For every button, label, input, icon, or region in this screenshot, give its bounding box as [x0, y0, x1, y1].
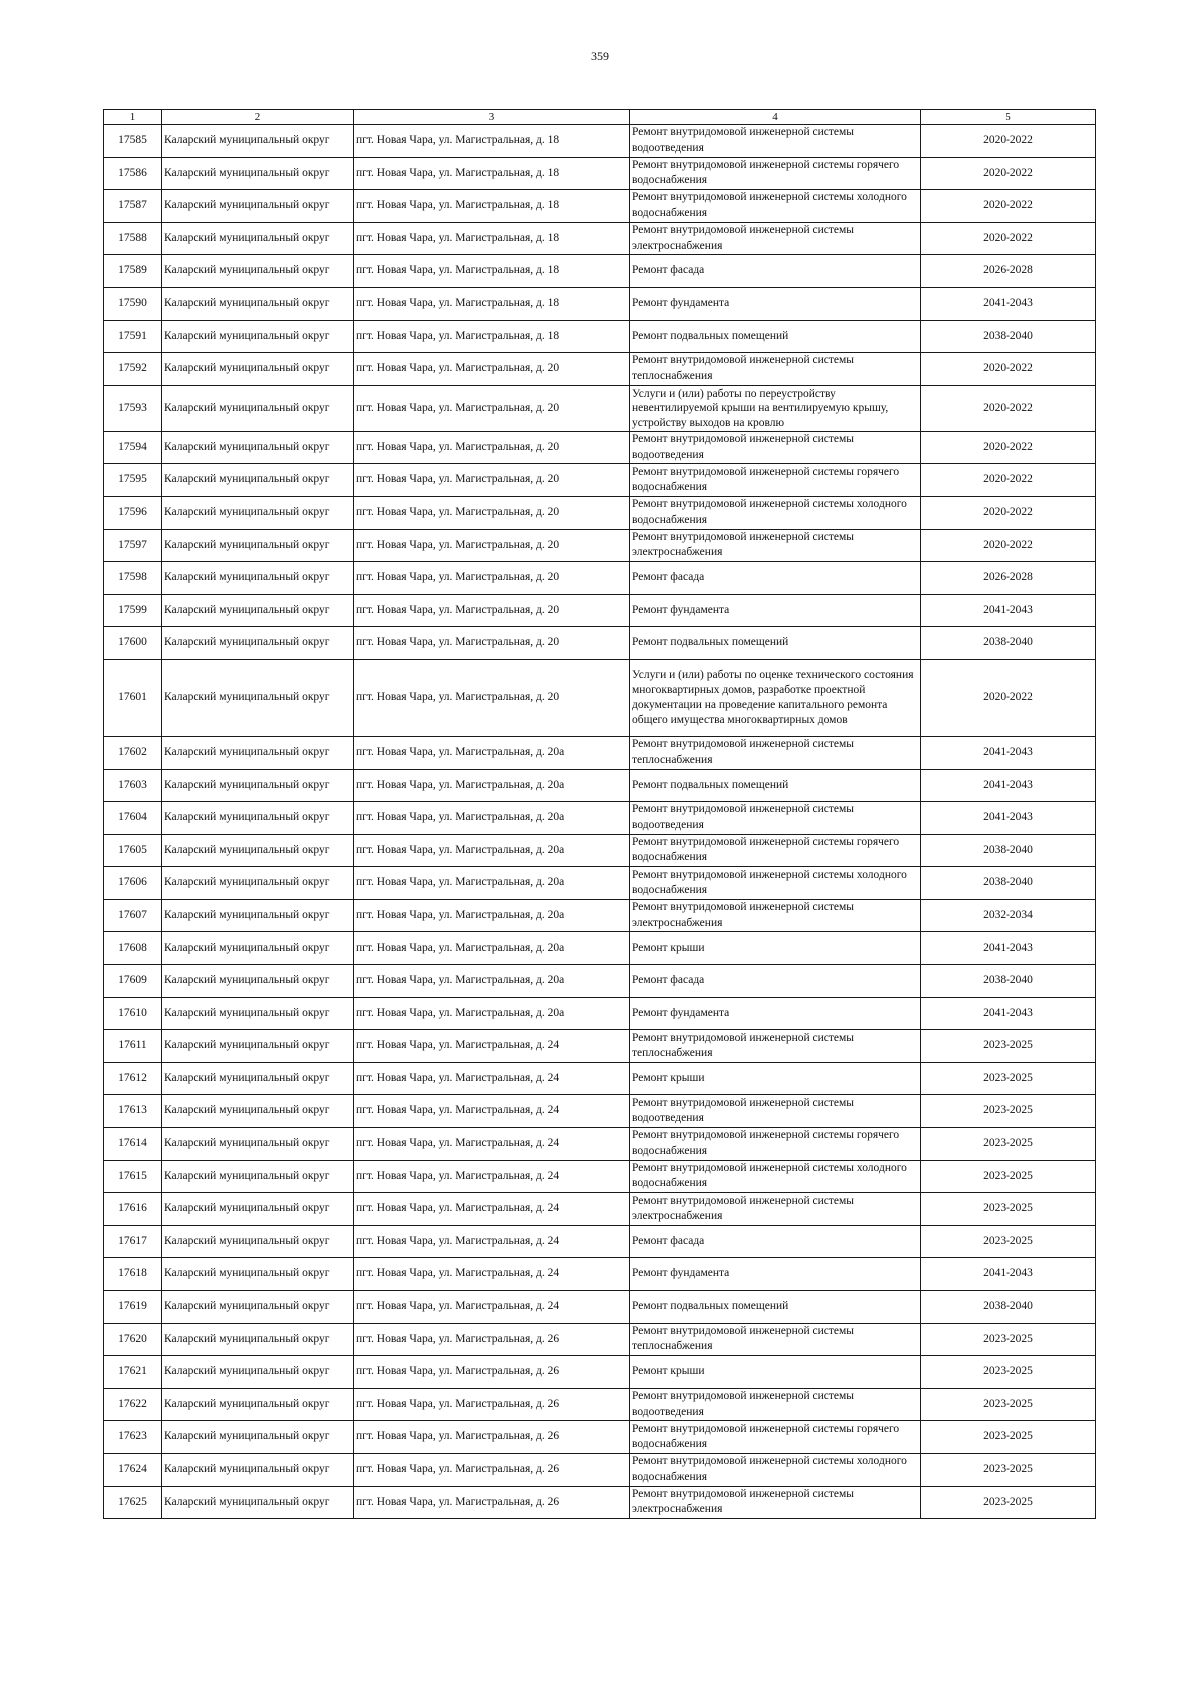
work-type-cell: Ремонт внутридомовой инженерной системы электроснабжения [630, 529, 921, 562]
work-type-cell: Ремонт внутридомовой инженерной системы водоотведения [630, 125, 921, 158]
work-type-cell: Ремонт внутридомовой инженерной системы электроснабжения [630, 1486, 921, 1519]
district-cell: Каларский муниципальный округ [162, 562, 354, 595]
period-cell: 2041-2043 [921, 997, 1096, 1030]
work-type-cell: Ремонт внутридомовой инженерной системы водоотведения [630, 431, 921, 464]
district-cell: Каларский муниципальный округ [162, 867, 354, 900]
row-number-cell: 17599 [104, 594, 162, 627]
period-cell: 2038-2040 [921, 627, 1096, 660]
work-type-cell: Ремонт фундамента [630, 997, 921, 1030]
column-header-4: 4 [630, 110, 921, 125]
table-row [104, 529, 1096, 562]
district-cell: Каларский муниципальный округ [162, 320, 354, 353]
row-number-cell: 17608 [104, 932, 162, 965]
district-cell: Каларский муниципальный округ [162, 1453, 354, 1486]
work-type-cell: Ремонт внутридомовой инженерной системы электроснабжения [630, 1193, 921, 1226]
period-cell: 2020-2022 [921, 659, 1096, 736]
period-cell: 2041-2043 [921, 594, 1096, 627]
row-number-cell: 17588 [104, 222, 162, 255]
district-cell: Каларский муниципальный округ [162, 190, 354, 223]
period-cell: 2026-2028 [921, 562, 1096, 595]
period-cell: 2038-2040 [921, 1291, 1096, 1324]
period-cell: 2023-2025 [921, 1421, 1096, 1454]
work-type-cell: Ремонт внутридомовой инженерной системы холодного водоснабжения [630, 1453, 921, 1486]
period-cell: 2020-2022 [921, 529, 1096, 562]
row-number-cell: 17618 [104, 1258, 162, 1291]
address-cell: пгт. Новая Чара, ул. Магистральная, д. 20 [354, 385, 630, 431]
period-cell: 2038-2040 [921, 834, 1096, 867]
table-row [104, 1291, 1096, 1324]
period-cell: 2023-2025 [921, 1323, 1096, 1356]
address-cell: пгт. Новая Чара, ул. Магистральная, д. 18 [354, 320, 630, 353]
row-number-cell: 17605 [104, 834, 162, 867]
column-header-5: 5 [921, 110, 1096, 125]
district-cell: Каларский муниципальный округ [162, 287, 354, 320]
district-cell: Каларский муниципальный округ [162, 1225, 354, 1258]
address-cell: пгт. Новая Чара, ул. Магистральная, д. 20а [354, 867, 630, 900]
table-row [104, 190, 1096, 223]
period-cell: 2023-2025 [921, 1486, 1096, 1519]
period-cell: 2020-2022 [921, 496, 1096, 529]
row-number-cell: 17607 [104, 899, 162, 932]
district-cell: Каларский муниципальный округ [162, 769, 354, 802]
work-type-cell: Ремонт внутридомовой инженерной системы водоотведения [630, 1095, 921, 1128]
address-cell: пгт. Новая Чара, ул. Магистральная, д. 20 [354, 659, 630, 736]
row-number-cell: 17600 [104, 627, 162, 660]
district-cell: Каларский муниципальный округ [162, 834, 354, 867]
period-cell: 2023-2025 [921, 1128, 1096, 1161]
column-header-row [104, 110, 1096, 125]
work-type-cell: Услуги и (или) работы по переустройству невентилируемой крыши на вентилируемую крышу, устройству выходов на кровлю [630, 385, 921, 431]
table-row [104, 157, 1096, 190]
row-number-cell: 17624 [104, 1453, 162, 1486]
district-cell: Каларский муниципальный округ [162, 1128, 354, 1161]
work-type-cell: Ремонт крыши [630, 932, 921, 965]
row-number-cell: 17591 [104, 320, 162, 353]
address-cell: пгт. Новая Чара, ул. Магистральная, д. 20 [354, 627, 630, 660]
address-cell: пгт. Новая Чара, ул. Магистральная, д. 26 [354, 1356, 630, 1389]
row-number-cell: 17611 [104, 1030, 162, 1063]
address-cell: пгт. Новая Чара, ул. Магистральная, д. 26 [354, 1486, 630, 1519]
table-row [104, 385, 1096, 431]
row-number-cell: 17603 [104, 769, 162, 802]
address-cell: пгт. Новая Чара, ул. Магистральная, д. 20а [354, 736, 630, 769]
column-header-3: 3 [354, 110, 630, 125]
address-cell: пгт. Новая Чара, ул. Магистральная, д. 26 [354, 1323, 630, 1356]
address-cell: пгт. Новая Чара, ул. Магистральная, д. 18 [354, 255, 630, 288]
period-cell: 2023-2025 [921, 1030, 1096, 1063]
table-row [104, 1193, 1096, 1226]
district-cell: Каларский муниципальный округ [162, 1258, 354, 1291]
address-cell: пгт. Новая Чара, ул. Магистральная, д. 20а [354, 997, 630, 1030]
address-cell: пгт. Новая Чара, ул. Магистральная, д. 20 [354, 496, 630, 529]
row-number-cell: 17597 [104, 529, 162, 562]
district-cell: Каларский муниципальный округ [162, 255, 354, 288]
work-type-cell: Ремонт крыши [630, 1062, 921, 1095]
district-cell: Каларский муниципальный округ [162, 1356, 354, 1389]
row-number-cell: 17590 [104, 287, 162, 320]
work-type-cell: Ремонт внутридомовой инженерной системы электроснабжения [630, 222, 921, 255]
table-row [104, 899, 1096, 932]
work-type-cell: Ремонт внутридомовой инженерной системы холодного водоснабжения [630, 190, 921, 223]
table-row [104, 659, 1096, 736]
address-cell: пгт. Новая Чара, ул. Магистральная, д. 18 [354, 157, 630, 190]
row-number-cell: 17622 [104, 1388, 162, 1421]
row-number-cell: 17612 [104, 1062, 162, 1095]
district-cell: Каларский муниципальный округ [162, 1486, 354, 1519]
table-row [104, 1062, 1096, 1095]
table-row [104, 965, 1096, 998]
table-row [104, 1388, 1096, 1421]
address-cell: пгт. Новая Чара, ул. Магистральная, д. 24 [354, 1095, 630, 1128]
work-type-cell: Ремонт фасада [630, 255, 921, 288]
address-cell: пгт. Новая Чара, ул. Магистральная, д. 26 [354, 1421, 630, 1454]
district-cell: Каларский муниципальный округ [162, 222, 354, 255]
work-type-cell: Услуги и (или) работы по оценке технического состояния многоквартирных домов, разработке проектной документации на проведение капитального ремонта общего имущества многоквартирных домов [630, 659, 921, 736]
work-type-cell: Ремонт внутридомовой инженерной системы горячего водоснабжения [630, 1421, 921, 1454]
row-number-cell: 17598 [104, 562, 162, 595]
work-type-cell: Ремонт внутридомовой инженерной системы водоотведения [630, 802, 921, 835]
period-cell: 2020-2022 [921, 431, 1096, 464]
period-cell: 2020-2022 [921, 385, 1096, 431]
table-row [104, 736, 1096, 769]
table-row [104, 1128, 1096, 1161]
work-type-cell: Ремонт подвальных помещений [630, 627, 921, 660]
table-row [104, 1453, 1096, 1486]
row-number-cell: 17621 [104, 1356, 162, 1389]
work-type-cell: Ремонт фасада [630, 1225, 921, 1258]
address-cell: пгт. Новая Чара, ул. Магистральная, д. 18 [354, 190, 630, 223]
period-cell: 2023-2025 [921, 1193, 1096, 1226]
table-row [104, 627, 1096, 660]
district-cell: Каларский муниципальный округ [162, 1160, 354, 1193]
row-number-cell: 17586 [104, 157, 162, 190]
district-cell: Каларский муниципальный округ [162, 1421, 354, 1454]
table-row [104, 222, 1096, 255]
work-type-cell: Ремонт фундамента [630, 1258, 921, 1291]
address-cell: пгт. Новая Чара, ул. Магистральная, д. 24 [354, 1193, 630, 1226]
table-row [104, 464, 1096, 497]
period-cell: 2038-2040 [921, 965, 1096, 998]
district-cell: Каларский муниципальный округ [162, 932, 354, 965]
table-row [104, 562, 1096, 595]
table-body [104, 110, 1096, 1519]
district-cell: Каларский муниципальный округ [162, 496, 354, 529]
district-cell: Каларский муниципальный округ [162, 594, 354, 627]
table-row [104, 287, 1096, 320]
work-type-cell: Ремонт фундамента [630, 287, 921, 320]
period-cell: 2023-2025 [921, 1062, 1096, 1095]
table-row [104, 834, 1096, 867]
address-cell: пгт. Новая Чара, ул. Магистральная, д. 20а [354, 899, 630, 932]
district-cell: Каларский муниципальный округ [162, 1291, 354, 1324]
table-row [104, 1030, 1096, 1063]
capital-repair-table [103, 109, 1096, 1519]
address-cell: пгт. Новая Чара, ул. Магистральная, д. 20а [354, 834, 630, 867]
address-cell: пгт. Новая Чара, ул. Магистральная, д. 20а [354, 769, 630, 802]
address-cell: пгт. Новая Чара, ул. Магистральная, д. 20 [354, 562, 630, 595]
district-cell: Каларский муниципальный округ [162, 1193, 354, 1226]
row-number-cell: 17595 [104, 464, 162, 497]
address-cell: пгт. Новая Чара, ул. Магистральная, д. 24 [354, 1225, 630, 1258]
table-row [104, 997, 1096, 1030]
address-cell: пгт. Новая Чара, ул. Магистральная, д. 26 [354, 1388, 630, 1421]
row-number-cell: 17589 [104, 255, 162, 288]
district-cell: Каларский муниципальный округ [162, 353, 354, 386]
work-type-cell: Ремонт внутридомовой инженерной системы теплоснабжения [630, 736, 921, 769]
table-row [104, 320, 1096, 353]
period-cell: 2023-2025 [921, 1356, 1096, 1389]
row-number-cell: 17585 [104, 125, 162, 158]
work-type-cell: Ремонт подвальных помещений [630, 1291, 921, 1324]
row-number-cell: 17596 [104, 496, 162, 529]
district-cell: Каларский муниципальный округ [162, 802, 354, 835]
work-type-cell: Ремонт внутридомовой инженерной системы электроснабжения [630, 899, 921, 932]
work-type-cell: Ремонт внутридомовой инженерной системы горячего водоснабжения [630, 1128, 921, 1161]
table-row [104, 802, 1096, 835]
work-type-cell: Ремонт крыши [630, 1356, 921, 1389]
district-cell: Каларский муниципальный округ [162, 1388, 354, 1421]
table-row [104, 594, 1096, 627]
address-cell: пгт. Новая Чара, ул. Магистральная, д. 24 [354, 1160, 630, 1193]
district-cell: Каларский муниципальный округ [162, 736, 354, 769]
row-number-cell: 17592 [104, 353, 162, 386]
table-row [104, 1323, 1096, 1356]
address-cell: пгт. Новая Чара, ул. Магистральная, д. 20а [354, 965, 630, 998]
period-cell: 2041-2043 [921, 802, 1096, 835]
period-cell: 2023-2025 [921, 1095, 1096, 1128]
period-cell: 2023-2025 [921, 1453, 1096, 1486]
district-cell: Каларский муниципальный округ [162, 627, 354, 660]
period-cell: 2041-2043 [921, 287, 1096, 320]
period-cell: 2032-2034 [921, 899, 1096, 932]
work-type-cell: Ремонт внутридомовой инженерной системы водоотведения [630, 1388, 921, 1421]
period-cell: 2041-2043 [921, 769, 1096, 802]
work-type-cell: Ремонт внутридомовой инженерной системы горячего водоснабжения [630, 464, 921, 497]
row-number-cell: 17623 [104, 1421, 162, 1454]
work-type-cell: Ремонт внутридомовой инженерной системы холодного водоснабжения [630, 1160, 921, 1193]
table-row [104, 1356, 1096, 1389]
district-cell: Каларский муниципальный округ [162, 385, 354, 431]
period-cell: 2020-2022 [921, 190, 1096, 223]
address-cell: пгт. Новая Чара, ул. Магистральная, д. 20 [354, 431, 630, 464]
address-cell: пгт. Новая Чара, ул. Магистральная, д. 18 [354, 125, 630, 158]
work-type-cell: Ремонт внутридомовой инженерной системы теплоснабжения [630, 353, 921, 386]
work-type-cell: Ремонт подвальных помещений [630, 769, 921, 802]
district-cell: Каларский муниципальный округ [162, 1095, 354, 1128]
table-row [104, 496, 1096, 529]
period-cell: 2020-2022 [921, 157, 1096, 190]
address-cell: пгт. Новая Чара, ул. Магистральная, д. 24 [354, 1128, 630, 1161]
address-cell: пгт. Новая Чара, ул. Магистральная, д. 24 [354, 1291, 630, 1324]
district-cell: Каларский муниципальный округ [162, 1323, 354, 1356]
row-number-cell: 17619 [104, 1291, 162, 1324]
work-type-cell: Ремонт внутридомовой инженерной системы теплоснабжения [630, 1030, 921, 1063]
period-cell: 2020-2022 [921, 125, 1096, 158]
table-row [104, 769, 1096, 802]
address-cell: пгт. Новая Чара, ул. Магистральная, д. 20 [354, 464, 630, 497]
address-cell: пгт. Новая Чара, ул. Магистральная, д. 24 [354, 1030, 630, 1063]
work-type-cell: Ремонт фасада [630, 562, 921, 595]
district-cell: Каларский муниципальный округ [162, 1062, 354, 1095]
address-cell: пгт. Новая Чара, ул. Магистральная, д. 24 [354, 1258, 630, 1291]
row-number-cell: 17620 [104, 1323, 162, 1356]
period-cell: 2041-2043 [921, 736, 1096, 769]
period-cell: 2041-2043 [921, 1258, 1096, 1291]
address-cell: пгт. Новая Чара, ул. Магистральная, д. 24 [354, 1062, 630, 1095]
row-number-cell: 17617 [104, 1225, 162, 1258]
district-cell: Каларский муниципальный округ [162, 997, 354, 1030]
period-cell: 2023-2025 [921, 1388, 1096, 1421]
address-cell: пгт. Новая Чара, ул. Магистральная, д. 20а [354, 932, 630, 965]
table-row [104, 431, 1096, 464]
table-row [104, 867, 1096, 900]
table-row [104, 1421, 1096, 1454]
table-row [104, 1486, 1096, 1519]
work-type-cell: Ремонт внутридомовой инженерной системы горячего водоснабжения [630, 834, 921, 867]
table-row [104, 255, 1096, 288]
table-row [104, 1225, 1096, 1258]
period-cell: 2023-2025 [921, 1225, 1096, 1258]
address-cell: пгт. Новая Чара, ул. Магистральная, д. 18 [354, 222, 630, 255]
row-number-cell: 17615 [104, 1160, 162, 1193]
column-header-1: 1 [104, 110, 162, 125]
period-cell: 2038-2040 [921, 320, 1096, 353]
row-number-cell: 17606 [104, 867, 162, 900]
address-cell: пгт. Новая Чара, ул. Магистральная, д. 18 [354, 287, 630, 320]
row-number-cell: 17602 [104, 736, 162, 769]
address-cell: пгт. Новая Чара, ул. Магистральная, д. 20а [354, 802, 630, 835]
district-cell: Каларский муниципальный округ [162, 659, 354, 736]
row-number-cell: 17625 [104, 1486, 162, 1519]
work-type-cell: Ремонт внутридомовой инженерной системы холодного водоснабжения [630, 496, 921, 529]
row-number-cell: 17601 [104, 659, 162, 736]
table-row [104, 1095, 1096, 1128]
address-cell: пгт. Новая Чара, ул. Магистральная, д. 20 [354, 529, 630, 562]
table-row [104, 932, 1096, 965]
period-cell: 2038-2040 [921, 867, 1096, 900]
table-row [104, 1258, 1096, 1291]
page-number: 359 [591, 49, 609, 63]
district-cell: Каларский муниципальный округ [162, 125, 354, 158]
work-type-cell: Ремонт внутридомовой инженерной системы теплоснабжения [630, 1323, 921, 1356]
period-cell: 2041-2043 [921, 932, 1096, 965]
row-number-cell: 17614 [104, 1128, 162, 1161]
row-number-cell: 17594 [104, 431, 162, 464]
work-type-cell: Ремонт фундамента [630, 594, 921, 627]
district-cell: Каларский муниципальный округ [162, 1030, 354, 1063]
address-cell: пгт. Новая Чара, ул. Магистральная, д. 20 [354, 353, 630, 386]
work-type-cell: Ремонт внутридомовой инженерной системы холодного водоснабжения [630, 867, 921, 900]
district-cell: Каларский муниципальный округ [162, 899, 354, 932]
table-row [104, 1160, 1096, 1193]
row-number-cell: 17604 [104, 802, 162, 835]
period-cell: 2020-2022 [921, 353, 1096, 386]
work-type-cell: Ремонт фасада [630, 965, 921, 998]
period-cell: 2020-2022 [921, 222, 1096, 255]
address-cell: пгт. Новая Чара, ул. Магистральная, д. 26 [354, 1453, 630, 1486]
column-header-2: 2 [162, 110, 354, 125]
table-row [104, 353, 1096, 386]
table-row [104, 125, 1096, 158]
district-cell: Каларский муниципальный округ [162, 431, 354, 464]
district-cell: Каларский муниципальный округ [162, 157, 354, 190]
district-cell: Каларский муниципальный округ [162, 529, 354, 562]
row-number-cell: 17610 [104, 997, 162, 1030]
district-cell: Каларский муниципальный округ [162, 464, 354, 497]
period-cell: 2023-2025 [921, 1160, 1096, 1193]
row-number-cell: 17587 [104, 190, 162, 223]
district-cell: Каларский муниципальный округ [162, 965, 354, 998]
address-cell: пгт. Новая Чара, ул. Магистральная, д. 20 [354, 594, 630, 627]
period-cell: 2026-2028 [921, 255, 1096, 288]
work-type-cell: Ремонт подвальных помещений [630, 320, 921, 353]
work-type-cell: Ремонт внутридомовой инженерной системы горячего водоснабжения [630, 157, 921, 190]
period-cell: 2020-2022 [921, 464, 1096, 497]
row-number-cell: 17609 [104, 965, 162, 998]
row-number-cell: 17593 [104, 385, 162, 431]
row-number-cell: 17616 [104, 1193, 162, 1226]
row-number-cell: 17613 [104, 1095, 162, 1128]
